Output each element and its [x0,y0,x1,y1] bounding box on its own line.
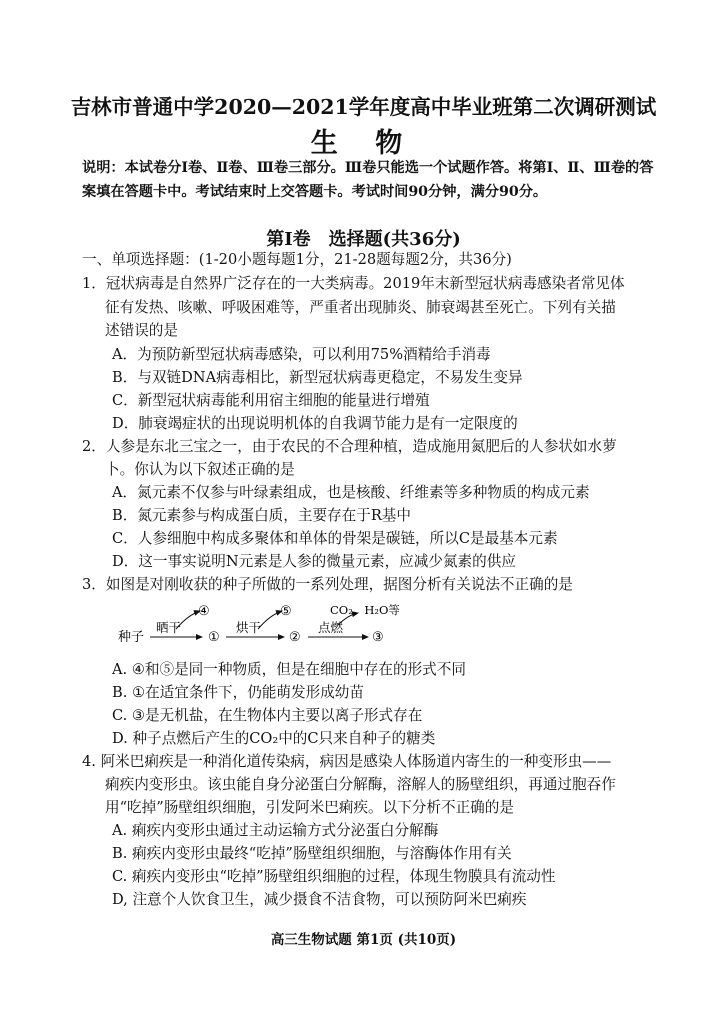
q1-stem-line3: 述错误的是 [105,322,178,339]
diagram-products: CO₂、H₂O等 [330,603,400,617]
diagram-node-4: ④ [198,604,210,619]
q1-option-a: A．为预防新型冠状病毒感染，可以利用75%酒精给手消毒 [112,346,491,363]
q3-option-b: B. ①在适宜条件下，仍能萌发形成幼苗 [112,684,364,701]
q1-stem-line1: 1．冠状病毒是自然界广泛存在的一大类病毒。2019年末新型冠状病毒感染者常见体 [82,275,625,292]
diagram-node-1: ① [208,630,220,645]
q2-option-b: B．氮元素参与构成蛋白质，主要存在于R基中 [112,507,411,524]
seed-process-diagram [112,603,412,653]
q4-stem-line2: 痢疾内变形虫。该虫能自身分泌蛋白分解酶，溶解人的肠壁组织，再通过胞吞作 [105,776,616,793]
q1-stem-line2: 征有发热、咳嗽、呼吸困难等，严重者出现肺炎、肺衰竭甚至死亡。下列有关描 [105,299,616,316]
diagram-step-dry: 晒干 [156,620,182,635]
q2-stem-line2: 卜。你认为以下叙述正确的是 [105,461,295,478]
diagram-step-burn: 点燃 [318,620,344,635]
q4-option-b: B. 痢疾内变形虫最终“吃掉”肠壁组织细胞，与溶酶体作用有关 [112,845,512,862]
q3-option-d: D. 种子点燃后产生的CO₂中的C只来自种子的糖类 [112,730,436,747]
q2-option-c: C．人参细胞中构成多聚体和单体的骨架是碳链，所以C是最基本元素 [112,530,558,547]
q2-stem-line1: 2．人参是东北三宝之一，由于农民的不合理种植，造成施用氮肥后的人参状如水萝 [82,438,617,455]
q4-stem-line1: 4. 阿米巴痢疾是一种消化道传染病，病因是感染人体肠道内寄生的一种变形虫—— [82,753,612,770]
q1-option-d: D．肺衰竭症状的出现说明机体的自我调节能力是有一定限度的 [112,415,518,432]
page-footer: 高三生物试题 第1页 (共10页) [270,932,457,948]
diagram-step-bake: 烘干 [236,620,262,635]
q3-stem: 3．如图是对刚收获的种子所做的一系列处理，据图分析有关说法不正确的是 [82,576,573,593]
diagram-seed-label: 种子 [118,630,145,645]
q3-option-a: A. ④和⑤是同一种物质，但是在细胞中存在的形式不同 [112,661,466,678]
q4-stem-line3: 用“吃掉”肠壁组织细胞，引发阿米巴痢疾。以下分析不正确的是 [105,799,514,816]
q3-option-c: C. ③是无机盐，在生物体内主要以离子形式存在 [112,707,423,724]
exam-subject: 生 物 [310,128,417,159]
q4-option-a: A. 痢疾内变形虫通过主动运输方式分泌蛋白分解酶 [112,822,439,839]
section-part: 第Ⅰ卷 [266,229,311,250]
q4-option-c: C. 痢疾内变形虫“吃掉”肠壁组织细胞的过程，体现生物膜具有流动性 [112,868,556,885]
exam-title: 吉林市普通中学2020—2021学年度高中毕业班第二次调研测试 [70,95,657,119]
exam-instructions: 说明：本试卷分Ⅰ卷、Ⅱ卷、Ⅲ卷三部分。Ⅲ卷只能选一个试题作答。将第Ⅰ、Ⅱ、Ⅲ卷的答案填在答题卡中。考试结束时上交答题卡。考试时间90分钟，满分90分。 [82,160,654,200]
section-heading: 一、单项选择题：(1-20小题每题1分，21-28题每题2分，共36分) [82,251,512,268]
section-title [0,225,727,251]
q2-option-a: A．氮元素不仅参与叶绿素组成，也是核酸、纤维素等多种物质的构成元素 [112,484,590,501]
diagram-branch-arrow-5 [258,611,282,629]
diagram-node-2: ② [289,630,301,645]
section-name: 选择题(共36分) [328,229,461,250]
q1-option-c: C．新型冠状病毒能利用宿主细胞的能量进行增殖 [112,392,430,409]
q1-option-b: B．与双链DNA病毒相比，新型冠状病毒更稳定，不易发生变异 [112,369,523,386]
diagram-node-5: ⑤ [280,604,292,619]
q2-option-d: D．这一事实说明N元素是人参的微量元素，应减少氮素的供应 [112,553,516,570]
diagram-node-3: ③ [372,630,384,645]
q4-option-d: D, 注意个人饮食卫生，减少摄食不洁食物，可以预防阿米巴痢疾 [112,891,527,908]
